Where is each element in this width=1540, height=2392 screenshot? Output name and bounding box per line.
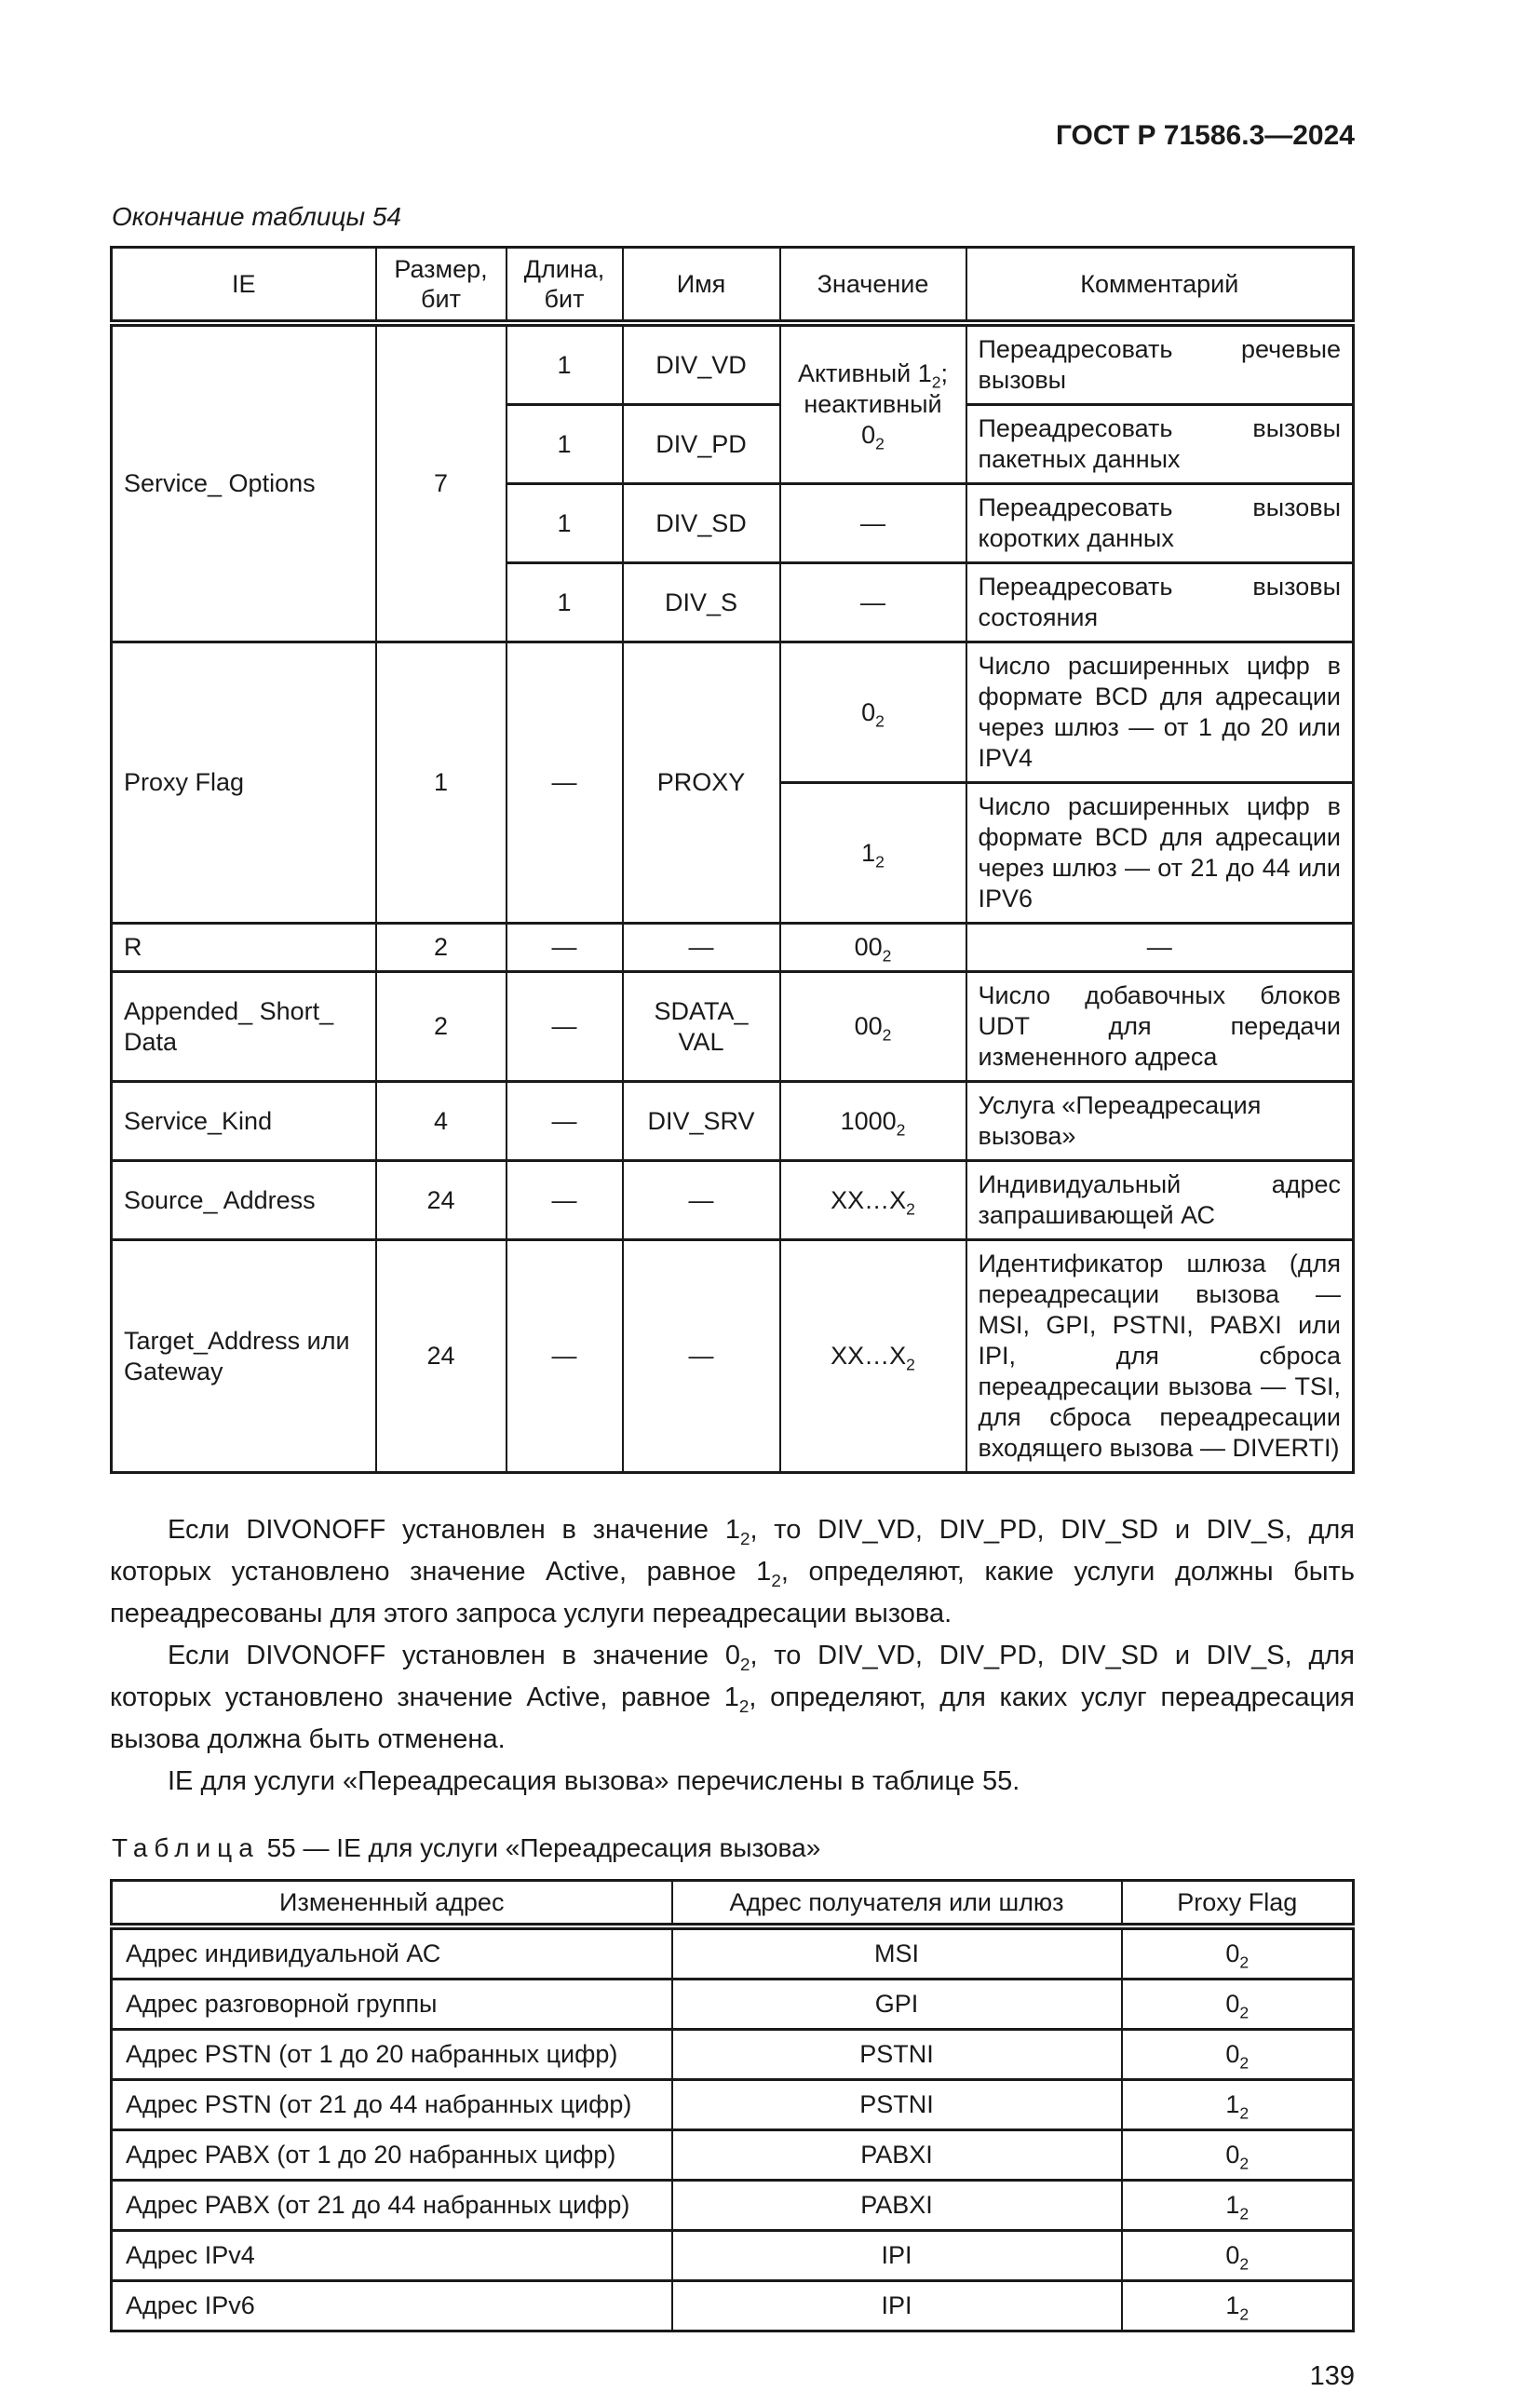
cell-size: 4 [376, 1082, 507, 1161]
cell-ie: R [112, 924, 376, 972]
header-cell-ie: IE [112, 248, 376, 324]
header-cell-recipient: Адрес получателя или шлюз [672, 1881, 1122, 1927]
body-paragraph: Если DIVONOFF установлен в значение $1_2$, то DIV_VD, DIV_PD, DIV_SD и DIV_S, для которых установлено значение Active, равное $1_2$, определяют, какие услуги должны быть переадресованы для этого запроса услуги переадресации вызова. [110, 1515, 1355, 1628]
table55-caption-number: 55 [266, 1833, 296, 1862]
table-row [112, 2231, 1354, 2281]
table-row [112, 642, 1354, 783]
cell-length: 1 [507, 484, 623, 563]
body-paragraph: IE для услуги «Переадресация вызова» перечислены в таблице 55. [168, 1766, 1020, 1796]
table-row [112, 2281, 1354, 2331]
cell-flag: $0_2$ [1122, 2231, 1354, 2281]
table-row [112, 1926, 1354, 1980]
cell-flag: $0_2$ [1122, 1980, 1354, 2030]
cell-size: 24 [376, 1161, 507, 1240]
cell-ie: Service_Kind [112, 1082, 376, 1161]
cell-flag: $0_2$ [1122, 2130, 1354, 2181]
cell-name: DIV_SD [623, 484, 780, 563]
table-55 [110, 1879, 1355, 2332]
cell-recipient: IPI [672, 2231, 1122, 2281]
table-row [112, 1980, 1354, 2030]
header-cell-name: Имя [623, 248, 780, 324]
cell-comment: Число расширенных цифр в формате BCD для адресации через шлюз — от 1 до 20 или IPV4 [966, 642, 1354, 783]
cell-recipient: PABXI [672, 2181, 1122, 2231]
cell-comment: Услуга «Переадресация вызова» [966, 1082, 1354, 1161]
cell-comment: Переадресовать вызовы коротких данных [966, 484, 1354, 563]
table-row [112, 1240, 1354, 1473]
cell-value: Активный $1_2$; неактивный $0_2$ [780, 323, 966, 484]
cell-size: 24 [376, 1240, 507, 1473]
table54-header-row [112, 248, 1354, 324]
table-row [112, 1161, 1354, 1240]
cell-name: DIV_VD [623, 323, 780, 405]
cell-name: — [623, 1161, 780, 1240]
cell-flag: $0_2$ [1122, 2030, 1354, 2080]
cell-flag: $1_2$ [1122, 2281, 1354, 2331]
cell-comment: Индивидуальный адрес запрашивающей АС [966, 1161, 1354, 1240]
cell-value: $XX\dots X_2$ [780, 1161, 966, 1240]
header-cell-length: Длина, бит [507, 248, 623, 324]
cell-address: Адрес PABX (от 21 до 44 набранных цифр) [112, 2181, 672, 2231]
cell-comment: — [966, 924, 1354, 972]
cell-comment: Число добавочных блоков UDT для передачи измененного адреса [966, 972, 1354, 1082]
table-row [112, 2181, 1354, 2231]
table-row [112, 2130, 1354, 2181]
table55-caption [112, 1832, 1355, 1864]
cell-length: 1 [507, 323, 623, 405]
cell-length: 1 [507, 563, 623, 642]
cell-recipient: IPI [672, 2281, 1122, 2331]
header-cell-value: Значение [780, 248, 966, 324]
cell-ie: Target_Address или Gateway [112, 1240, 376, 1473]
table55-caption-title: — IE для услуги «Переадресация вызова» [303, 1833, 821, 1862]
cell-value: $1000_2$ [780, 1082, 966, 1161]
cell-size: 2 [376, 972, 507, 1082]
header-cell-proxy-flag: Proxy Flag [1122, 1881, 1354, 1927]
cell-name: DIV_SRV [623, 1082, 780, 1161]
cell-length: 1 [507, 405, 623, 484]
table-row [112, 2030, 1354, 2080]
cell-recipient: GPI [672, 1980, 1122, 2030]
cell-ie: Appended_ Short_ Data [112, 972, 376, 1082]
cell-ie: Service_ Options [112, 323, 376, 642]
cell-length: — [507, 924, 623, 972]
cell-value: $1_2$ [780, 783, 966, 924]
cell-address: Адрес IPv4 [112, 2231, 672, 2281]
table-row [112, 972, 1354, 1082]
cell-size: 2 [376, 924, 507, 972]
body-paragraph: Если DIVONOFF установлен в значение $0_2$, то DIV_VD, DIV_PD, DIV_SD и DIV_S, для которых установлено значение Active, равное $1_2$, определяют, для каких услуг переадресация вызова должна быть отменена. [110, 1641, 1355, 1754]
cell-length: — [507, 972, 623, 1082]
cell-value: $00_2$ [780, 972, 966, 1082]
cell-value: $0_2$ [780, 642, 966, 783]
cell-address: Адрес PSTN (от 1 до 20 набранных цифр) [112, 2030, 672, 2080]
cell-flag: $0_2$ [1122, 1926, 1354, 1980]
cell-comment: Переадресовать вызовы пакетных данных [966, 405, 1354, 484]
cell-value: — [780, 484, 966, 563]
table55-header-row [112, 1881, 1354, 1927]
cell-length: — [507, 1240, 623, 1473]
header-cell-comment: Комментарий [966, 248, 1354, 324]
cell-size: 7 [376, 323, 507, 642]
cell-recipient: PABXI [672, 2130, 1122, 2181]
table-row [112, 2080, 1354, 2130]
cell-length: — [507, 1161, 623, 1240]
cell-name: PROXY [623, 642, 780, 924]
cell-flag: $1_2$ [1122, 2080, 1354, 2130]
cell-name: DIV_S [623, 563, 780, 642]
cell-address: Адрес индивидуальной АС [112, 1926, 672, 1980]
table55-caption-word: Таблица [112, 1833, 260, 1862]
cell-address: Адрес PABX (от 1 до 20 набранных цифр) [112, 2130, 672, 2181]
cell-address: Адрес разговорной группы [112, 1980, 672, 2030]
table-row [112, 1082, 1354, 1161]
cell-address: Адрес PSTN (от 21 до 44 набранных цифр) [112, 2080, 672, 2130]
cell-name: — [623, 924, 780, 972]
cell-recipient: MSI [672, 1926, 1122, 1980]
table54-continuation-label: Окончание таблицы 54 [112, 202, 401, 231]
cell-ie: Source_ Address [112, 1161, 376, 1240]
cell-flag: $1_2$ [1122, 2181, 1354, 2231]
cell-value: $00_2$ [780, 924, 966, 972]
cell-length: — [507, 642, 623, 924]
cell-comment: Идентификатор шлюза (для переадресации вызова — MSI, GPI, PSTNI, PABXI или IPI, для сброса переадресации вызова — TSI, для сброса переадресации входящего вызова — DIVERTI) [966, 1240, 1354, 1473]
page-number: 139 [1309, 2361, 1355, 2391]
running-header: ГОСТ Р 71586.3—2024 [1055, 120, 1355, 151]
cell-comment: Переадресовать речевые вызовы [966, 323, 1354, 405]
cell-size: 1 [376, 642, 507, 924]
cell-address: Адрес IPv6 [112, 2281, 672, 2331]
cell-value: — [780, 563, 966, 642]
cell-length: — [507, 1082, 623, 1161]
table-row [112, 924, 1354, 972]
table-54 [110, 246, 1355, 1474]
table-row [112, 323, 1354, 405]
cell-name: DIV_PD [623, 405, 780, 484]
header-cell-size: Размер, бит [376, 248, 507, 324]
cell-comment: Переадресовать вызовы состояния [966, 563, 1354, 642]
cell-recipient: PSTNI [672, 2080, 1122, 2130]
cell-value: $XX\dots X_2$ [780, 1240, 966, 1473]
cell-recipient: PSTNI [672, 2030, 1122, 2080]
cell-name: SDATA_ VAL [623, 972, 780, 1082]
cell-ie: Proxy Flag [112, 642, 376, 924]
cell-name: — [623, 1240, 780, 1473]
header-cell-changed-address: Измененный адрес [112, 1881, 672, 1927]
cell-comment: Число расширенных цифр в формате BCD для адресации через шлюз — от 21 до 44 или IPV6 [966, 783, 1354, 924]
